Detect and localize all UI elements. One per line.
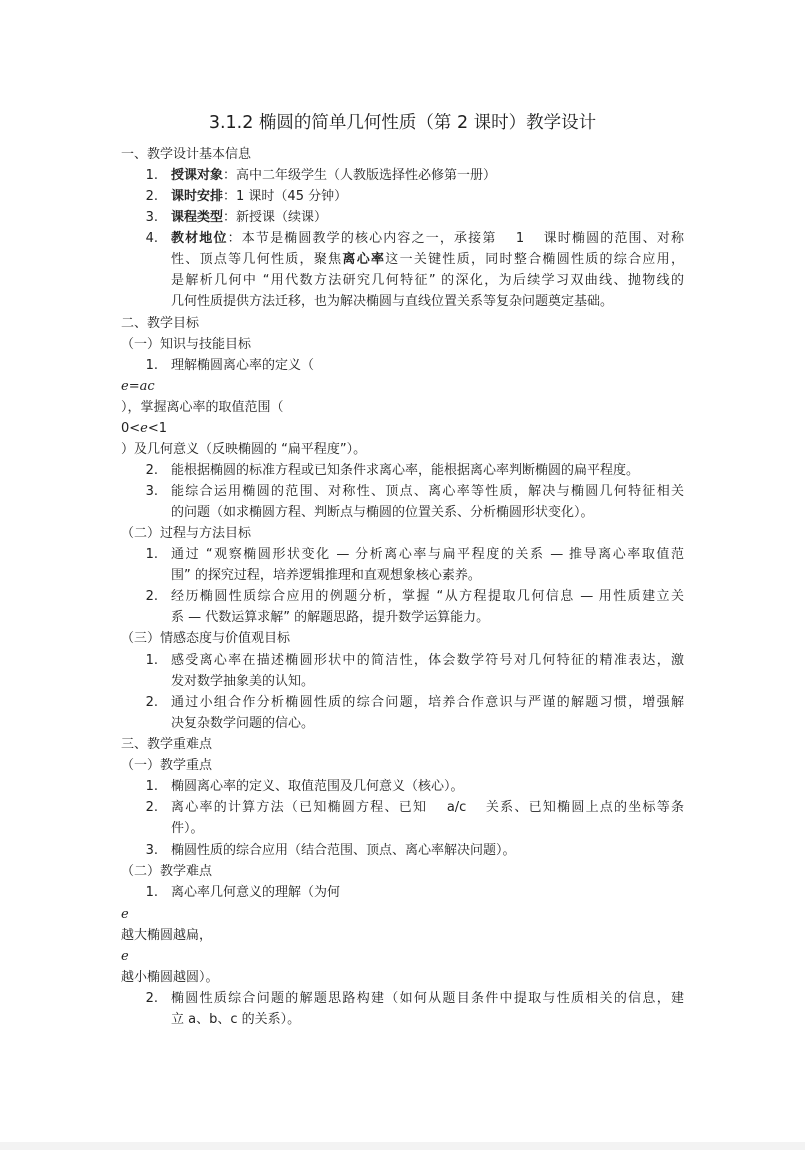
list-item-schedule (171, 186, 347, 207)
paragraph-line: 决复杂数学问题的信心。 (171, 716, 315, 731)
math-symbol: e (121, 907, 129, 922)
formula-eccentricity: e=ac (121, 379, 155, 394)
paragraph-line: 离心率几何意义的理解（为何 (171, 885, 341, 900)
paragraph-line: 经历椭圆性质综合应用的例题分析，掌握 “从方程提取几何信息 — 用性质建立关 (171, 589, 684, 604)
math-symbol: e (121, 949, 129, 964)
list-number: 2. (145, 589, 158, 604)
subsection-heading-process: （二）过程与方法目标 (121, 526, 252, 541)
subsection-heading-knowledge: （一）知识与技能目标 (121, 337, 252, 352)
list-number: 2. (145, 463, 158, 478)
list-number: 4. (145, 231, 158, 246)
page-bottom-edge (0, 1142, 805, 1150)
paragraph-line: 越小椭圆越圆）。 (121, 970, 219, 985)
item-label: 教材地位 (171, 231, 228, 246)
item-text: ：新授课（续课） (223, 210, 328, 225)
text-run: 性、顶点等几何性质，聚焦 (171, 252, 343, 267)
list-number: 1. (145, 779, 158, 794)
paragraph-line: 围” 的探究过程，培养逻辑推理和直观想象核心素养。 (171, 568, 481, 583)
paragraph-line: 能综合运用椭圆的范围、对称性、顶点、离心率等性质，解决与椭圆几何特征相关 (171, 484, 684, 499)
list-number: 1. (145, 547, 158, 562)
subsection-heading-attitude: （三）情感态度与价值观目标 (121, 631, 291, 646)
emphasis-text: 离心率 (342, 252, 386, 267)
paragraph-line: 能根据椭圆的标准方程或已知条件求离心率，能根据离心率判断椭圆的扁平程度。 (171, 463, 640, 478)
list-item-course-type (171, 207, 327, 228)
list-item-textbook-position (171, 228, 684, 249)
list-number: 1. (145, 168, 158, 183)
list-number: 1. (145, 653, 158, 668)
section-heading-objectives: 二、教学目标 (121, 316, 200, 331)
section-heading-key-points: 三、教学重难点 (121, 737, 213, 752)
math-symbol: e (140, 421, 148, 436)
list-number: 1. (145, 358, 158, 373)
subsection-heading-difficulty: （二）教学难点 (121, 864, 213, 879)
item-text: ：本节是椭圆教学的核心内容之一，承接第 1 课时椭圆的范围、对称 (227, 231, 684, 246)
item-label: 课程类型 (171, 210, 224, 225)
paragraph-line: 立 a、b、c 的关系）。 (171, 1012, 301, 1027)
paragraph-line: 发对数学抽象美的认知。 (171, 674, 315, 689)
item-text: ：高中二年级学生（人教版选择性必修第一册） (223, 168, 497, 183)
paragraph-line: 理解椭圆离心率的定义（ (171, 358, 315, 373)
paragraph-line: 件）。 (171, 821, 204, 836)
item-label: 课时安排 (171, 189, 224, 204)
paragraph-line: 通过小组合作分析椭圆性质的综合问题，培养合作意识与严谨的解题习惯，增强解 (171, 695, 684, 710)
list-number: 2. (145, 800, 158, 815)
section-heading-basic-info: 一、教学设计基本信息 (121, 147, 252, 162)
item-text: ：1 课时（45 分钟） (223, 189, 348, 204)
paragraph-line: 系 — 代数运算求解” 的解题思路，提升数学运算能力。 (171, 610, 490, 625)
paragraph-line: ），掌握离心率的取值范围（ (121, 400, 284, 415)
list-number: 2. (145, 189, 158, 204)
paragraph-line: 椭圆性质综合问题的解题思路构建（如何从题目条件中提取与性质相关的信息，建 (171, 991, 684, 1006)
item-label: 授课对象 (171, 168, 224, 183)
list-number: 3. (145, 843, 158, 858)
formula-range (121, 418, 167, 439)
paragraph-line: 椭圆离心率的定义、取值范围及几何意义（核心）。 (171, 779, 464, 794)
paragraph-line: 越大椭圆越扁， (121, 928, 213, 943)
subsection-heading-focus: （一）教学重点 (121, 758, 213, 773)
list-item-audience (171, 165, 496, 186)
paragraph-line (171, 249, 684, 270)
paragraph-line: 感受离心率在描述椭圆形状中的简洁性，体会数学符号对几何特征的精准表达，激 (171, 653, 684, 668)
paragraph-line: 通过 “观察椭圆形状变化 — 分析离心率与扁平程度的关系 — 推导离心率取值范 (171, 547, 684, 562)
paragraph-line: 的问题（如求椭圆方程、判断点与椭圆的位置关系、分析椭圆形状变化）。 (171, 505, 594, 520)
text-run: <1 (147, 421, 168, 436)
paragraph-line: 是解析几何中 “用代数方法研究几何特征” 的深化，为后续学习双曲线、抛物线的 (171, 273, 684, 288)
page-title: 3.1.2 椭圆的简单几何性质（第 2 课时）教学设计 (208, 113, 597, 133)
paragraph-line: ）及几何意义（反映椭圆的 “扁平程度”）。 (121, 442, 367, 457)
paragraph-line: 椭圆性质的综合应用（结合范围、顶点、离心率解决问题）。 (171, 843, 516, 858)
list-number: 2. (145, 695, 158, 710)
text-run: 这一关键性质，同时整合椭圆性质的综合应用， (385, 252, 684, 267)
list-number: 1. (145, 885, 158, 900)
paragraph-line: 几何性质提供方法迁移，也为解决椭圆与直线位置关系等复杂问题奠定基础。 (171, 294, 614, 309)
list-number: 2. (145, 991, 158, 1006)
list-number: 3. (145, 484, 158, 499)
list-number: 3. (145, 210, 158, 225)
text-run: 0< (121, 421, 141, 436)
paragraph-line: 离心率的计算方法（已知椭圆方程、已知 a/c 关系、已知椭圆上点的坐标等条 (171, 800, 684, 815)
